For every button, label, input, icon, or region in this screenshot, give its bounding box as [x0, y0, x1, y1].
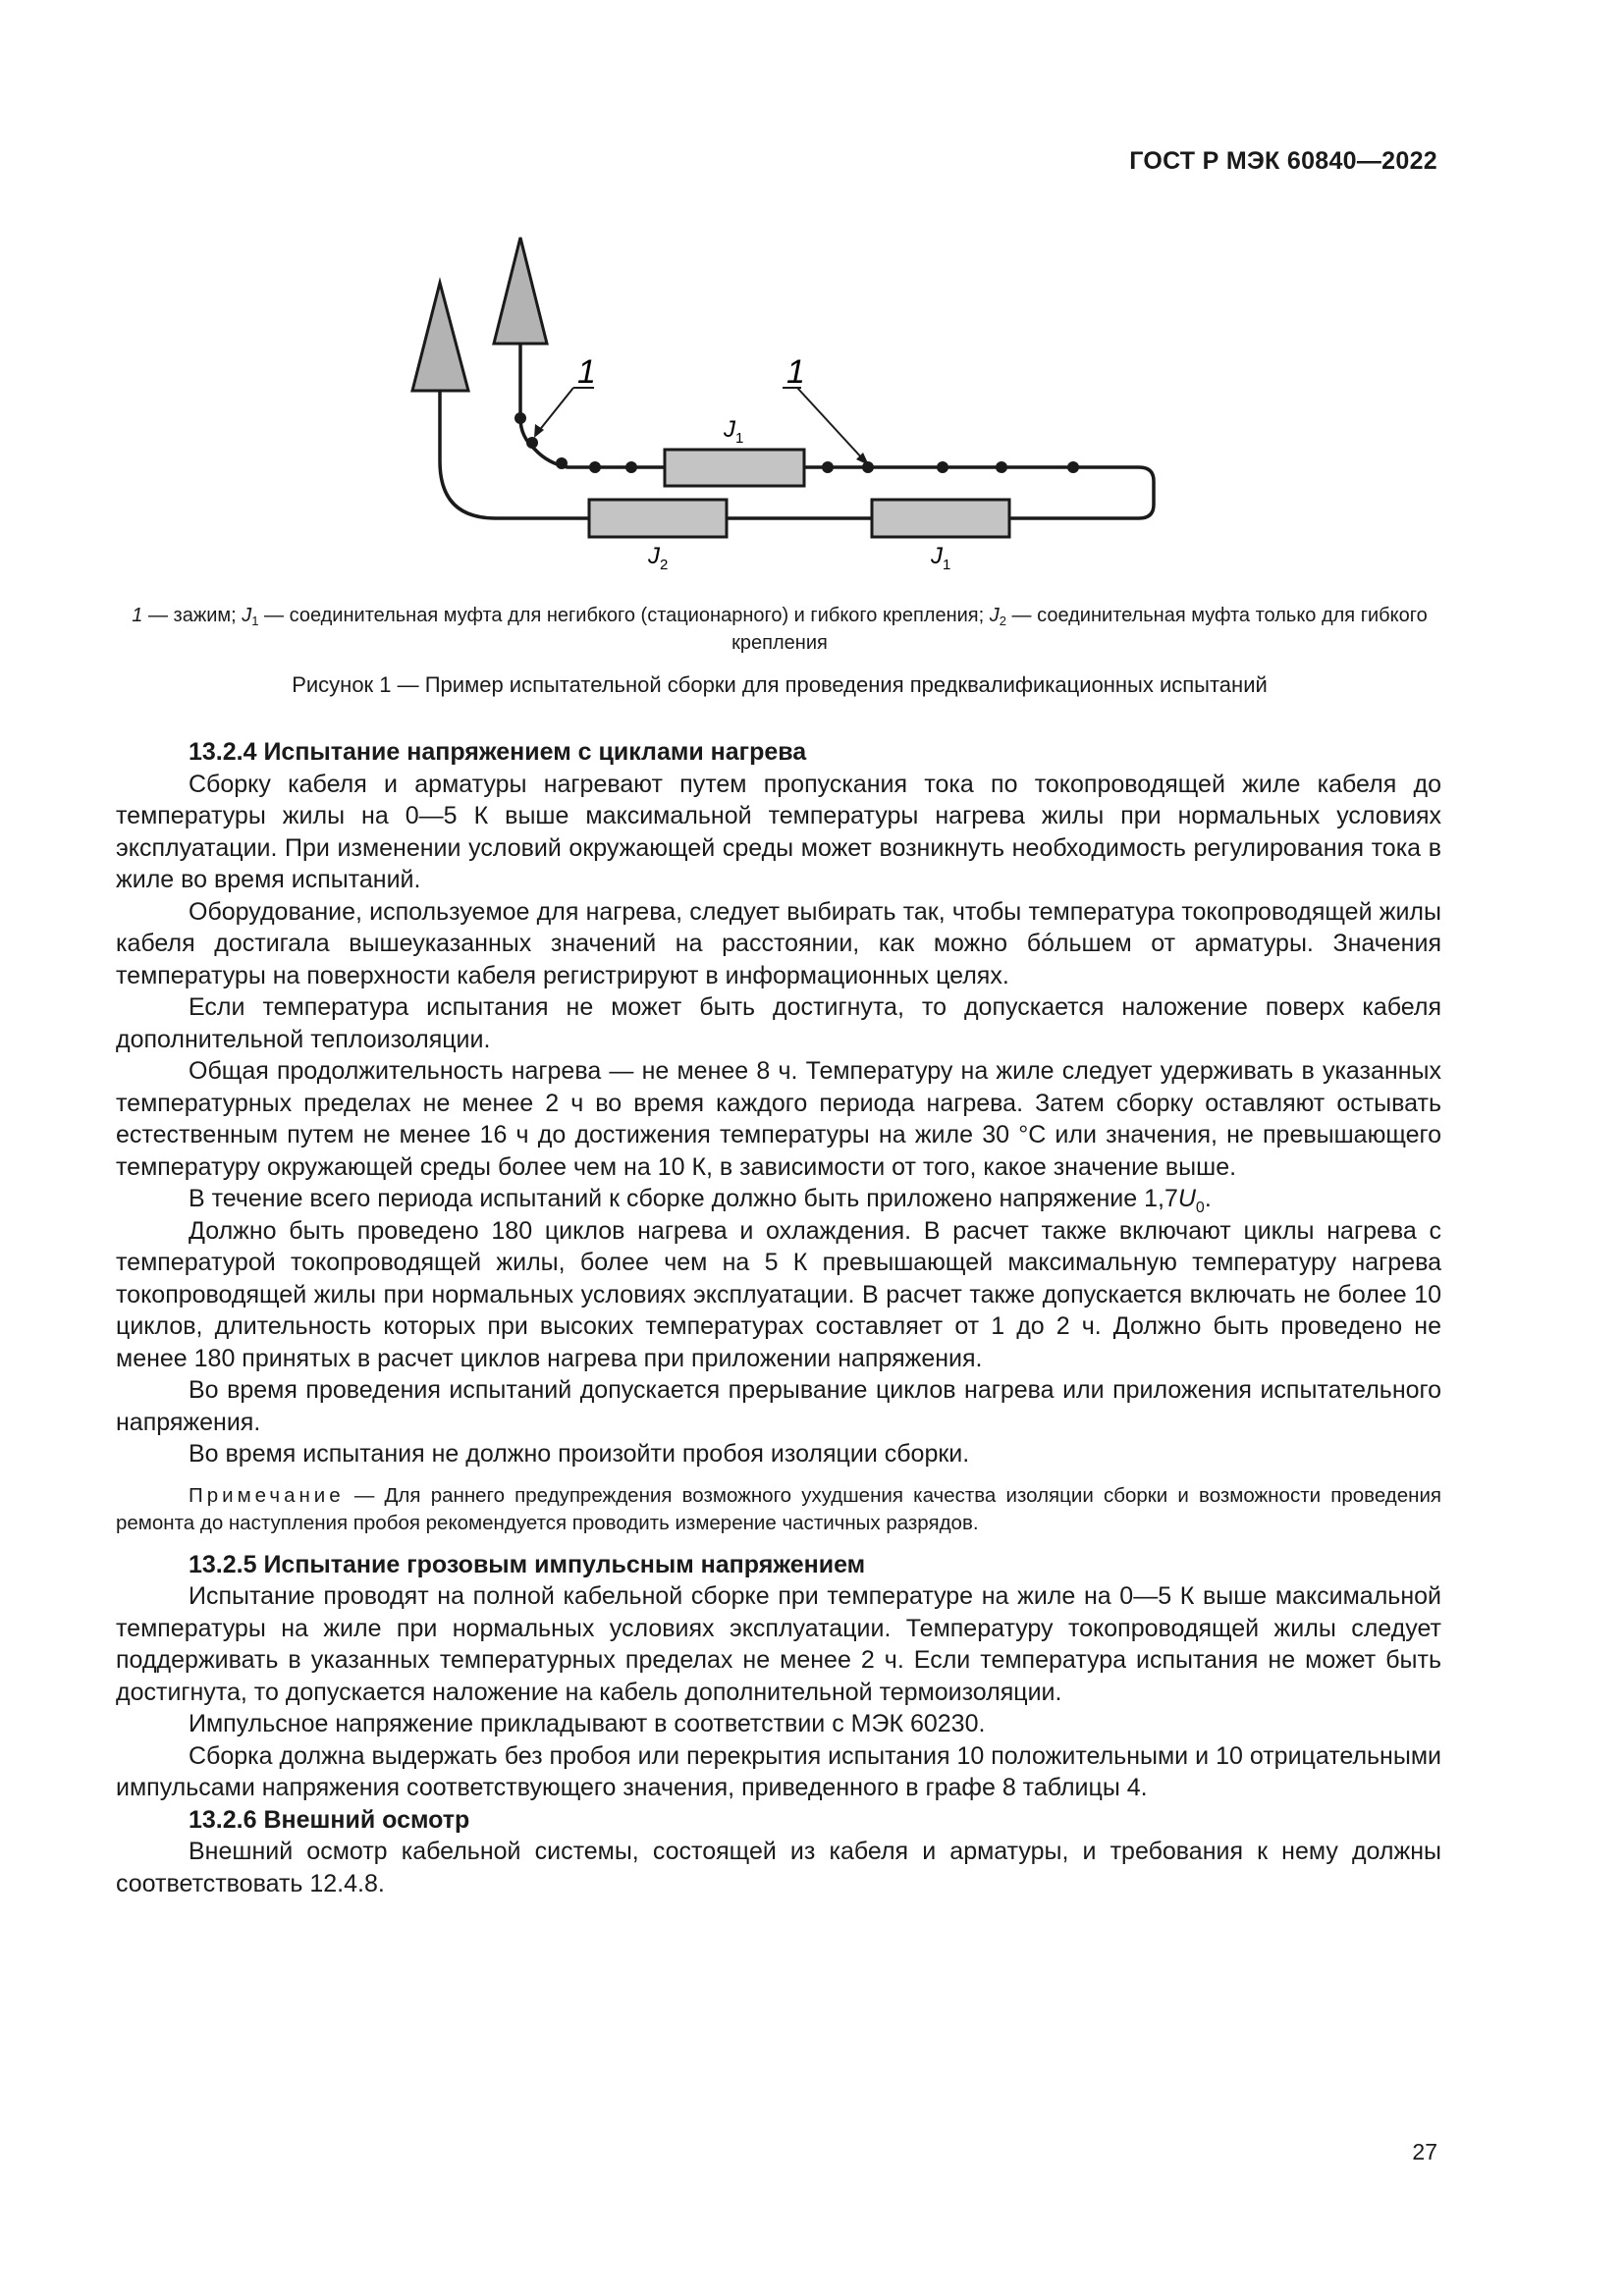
figure-caption: Рисунок 1 — Пример испытательной сборки для проведения предквалификационных испытаний: [292, 672, 1268, 697]
section-heading-13-2-5: 13.2.5 Испытание грозовым импульсным напряжением: [189, 1550, 866, 1578]
callout-leader-right: [797, 388, 864, 460]
clamp-dot: [1067, 461, 1079, 473]
paragraph: Сборку кабеля и арматуры нагревают путем пропускания тока по токопроводящей жиле кабеля до температуры жилы на 0—5 К выше максимальной температуры нагрева жилы при нормальных условиях эксплуатации. При изменении условий окружающей среды может возникнуть необходимость регулирования тока в жиле во время испытаний.: [116, 770, 1441, 893]
clamp-dot: [556, 457, 568, 469]
section-heading-13-2-6: 13.2.6 Внешний осмотр: [189, 1805, 470, 1834]
svg-text:J2: [647, 543, 668, 573]
label-j1-top-sub: 1: [735, 430, 744, 447]
clamp-dot: [526, 437, 538, 449]
main-body-text: [116, 736, 1441, 1899]
svg-text:J1: [930, 543, 950, 573]
callout-label-1-right: 1: [786, 353, 805, 391]
page-number: 27: [1412, 2139, 1437, 2164]
paragraph: Во время испытания не должно произойти пробоя изоляции сборки.: [189, 1440, 970, 1468]
note-label: Примечание: [189, 1483, 345, 1507]
note-paragraph: [116, 1482, 1441, 1537]
clamp-dot: [937, 461, 948, 473]
paragraph: Оборудование, используемое для нагрева, следует выбирать так, чтобы температура токопроводящей жилы кабеля достигала вышеуказанных значений на расстоянии, как можно бóльшем от арматуры. Значения температуры на поверхности кабеля регистрируют в информационных целях.: [116, 897, 1441, 989]
clamp-dot: [589, 461, 601, 473]
paragraph: Испытание проводят на полной кабельной сборке при температуре на жиле на 0—5 К выше максимальной температуры на жиле при нормальных условиях эксплуатации. Температуру токопроводящей жилы следует поддерживать в указанных температурных пределах не менее 2 ч. Если температура испытания не может быть достигнута, то допускается наложение на кабель дополнительной термоизоляции.: [116, 1582, 1441, 1706]
voltage-text-end: .: [1204, 1185, 1212, 1212]
test-assembly-diagram: [0, 221, 1624, 584]
legend-j2: J: [989, 605, 1000, 626]
voltage-symbol-sub: 0: [1195, 1200, 1205, 1216]
right-terminal-triangle: [494, 238, 547, 344]
legend-clamp-text: — зажим;: [142, 605, 243, 626]
figure-legend: [116, 602, 1443, 657]
lower-joint-j1-box: [872, 500, 1009, 537]
clamp-dot: [625, 461, 637, 473]
paragraph: Внешний осмотр кабельной системы, состоящей из кабеля и арматуры, и требования к нему должны соответствовать 12.4.8.: [116, 1838, 1441, 1897]
label-j1-top: J: [724, 416, 735, 443]
voltage-symbol-u: U: [1177, 1185, 1196, 1212]
legend-j1-sub: 1: [251, 614, 259, 628]
legend-j1-text: — соединительная муфта для негибкого (стационарного) и гибкого крепления;: [258, 605, 990, 626]
label-j1-bottom-sub: 1: [943, 557, 951, 573]
callout-leader-left: [538, 388, 573, 432]
paragraph: Импульсное напряжение прикладывают в соответствии с МЭК 60230.: [189, 1710, 986, 1737]
lower-joint-j2-box: [589, 500, 727, 537]
clamp-dot: [996, 461, 1007, 473]
left-terminal-triangle: [412, 283, 468, 391]
clamp-dot: [822, 461, 834, 473]
paragraph: Должно быть проведено 180 циклов нагрева и охлаждения. В расчет также включают циклы нагрева с температурой токопроводящей жилы, более чем на 5 К превышающей максимальную температуру нагрева токопроводящей жилы при нормальных условиях эксплуатации. В расчет также допускается включать не более 10 циклов, длительность которых при высоких температурах составляет от 1 до 2 ч. Должно быть проведено не менее 180 принятых в расчет циклов нагрева при приложении напряжения.: [116, 1216, 1441, 1372]
paragraph: Сборка должна выдержать без пробоя или перекрытия испытания 10 положительными и 10 отрицательными импульсами напряжения соответствующего значения, приведенного в графе 8 таблицы 4.: [116, 1741, 1441, 1801]
label-j1-bottom: J: [931, 543, 943, 569]
legend-j2-sub: 2: [999, 614, 1006, 628]
label-j2-bottom: J: [648, 543, 660, 569]
svg-text:J1: [723, 416, 743, 447]
section-heading-13-2-4: 13.2.4 Испытание напряжением с циклами нагрева: [189, 738, 807, 766]
paragraph: Общая продолжительность нагрева — не менее 8 ч. Температуру на жиле следует удерживать в указанных температурных пределах не менее 2 ч во время каждого периода нагрева. Затем сборку оставляют остывать естественным путем не менее 16 ч до достижения температуры на жиле 30 °С или значения, не превышающего температуру окружающей среды более чем на 10 К, в зависимости от того, какое значение выше.: [116, 1057, 1441, 1181]
clamp-dot: [514, 412, 526, 424]
cable-loop: [1139, 467, 1154, 518]
paragraph-voltage: [116, 1183, 1441, 1215]
upper-cable-line: [520, 344, 1139, 467]
document-code-header: ГОСТ Р МЭК 60840—2022: [1129, 147, 1437, 175]
note-text: — Для раннего предупреждения возможного ухудшения качества изоляции сборки и возможности проведения ремонта до наступления пробоя рекомендуется проводить измерение частичных разрядов.: [116, 1483, 1441, 1534]
callout-label-1-left: 1: [577, 353, 596, 391]
upper-joint-j1-box: [665, 450, 804, 486]
clamp-dot: [862, 461, 874, 473]
voltage-text: В течение всего периода испытаний к сборке должно быть приложено напряжение 1,7: [189, 1185, 1178, 1212]
label-j2-bottom-sub: 2: [660, 557, 669, 573]
legend-j1: J: [242, 605, 252, 626]
legend-num-1: 1: [132, 605, 143, 626]
paragraph: Если температура испытания не может быть достигнута, то допускается наложение поверх кабеля дополнительной теплоизоляции.: [116, 993, 1441, 1053]
paragraph: Во время проведения испытаний допускается прерывание циклов нагрева или приложения испытательного напряжения.: [116, 1376, 1441, 1436]
legend-j2-text: — соединительная муфта только для гибкого крепления: [731, 605, 1428, 654]
